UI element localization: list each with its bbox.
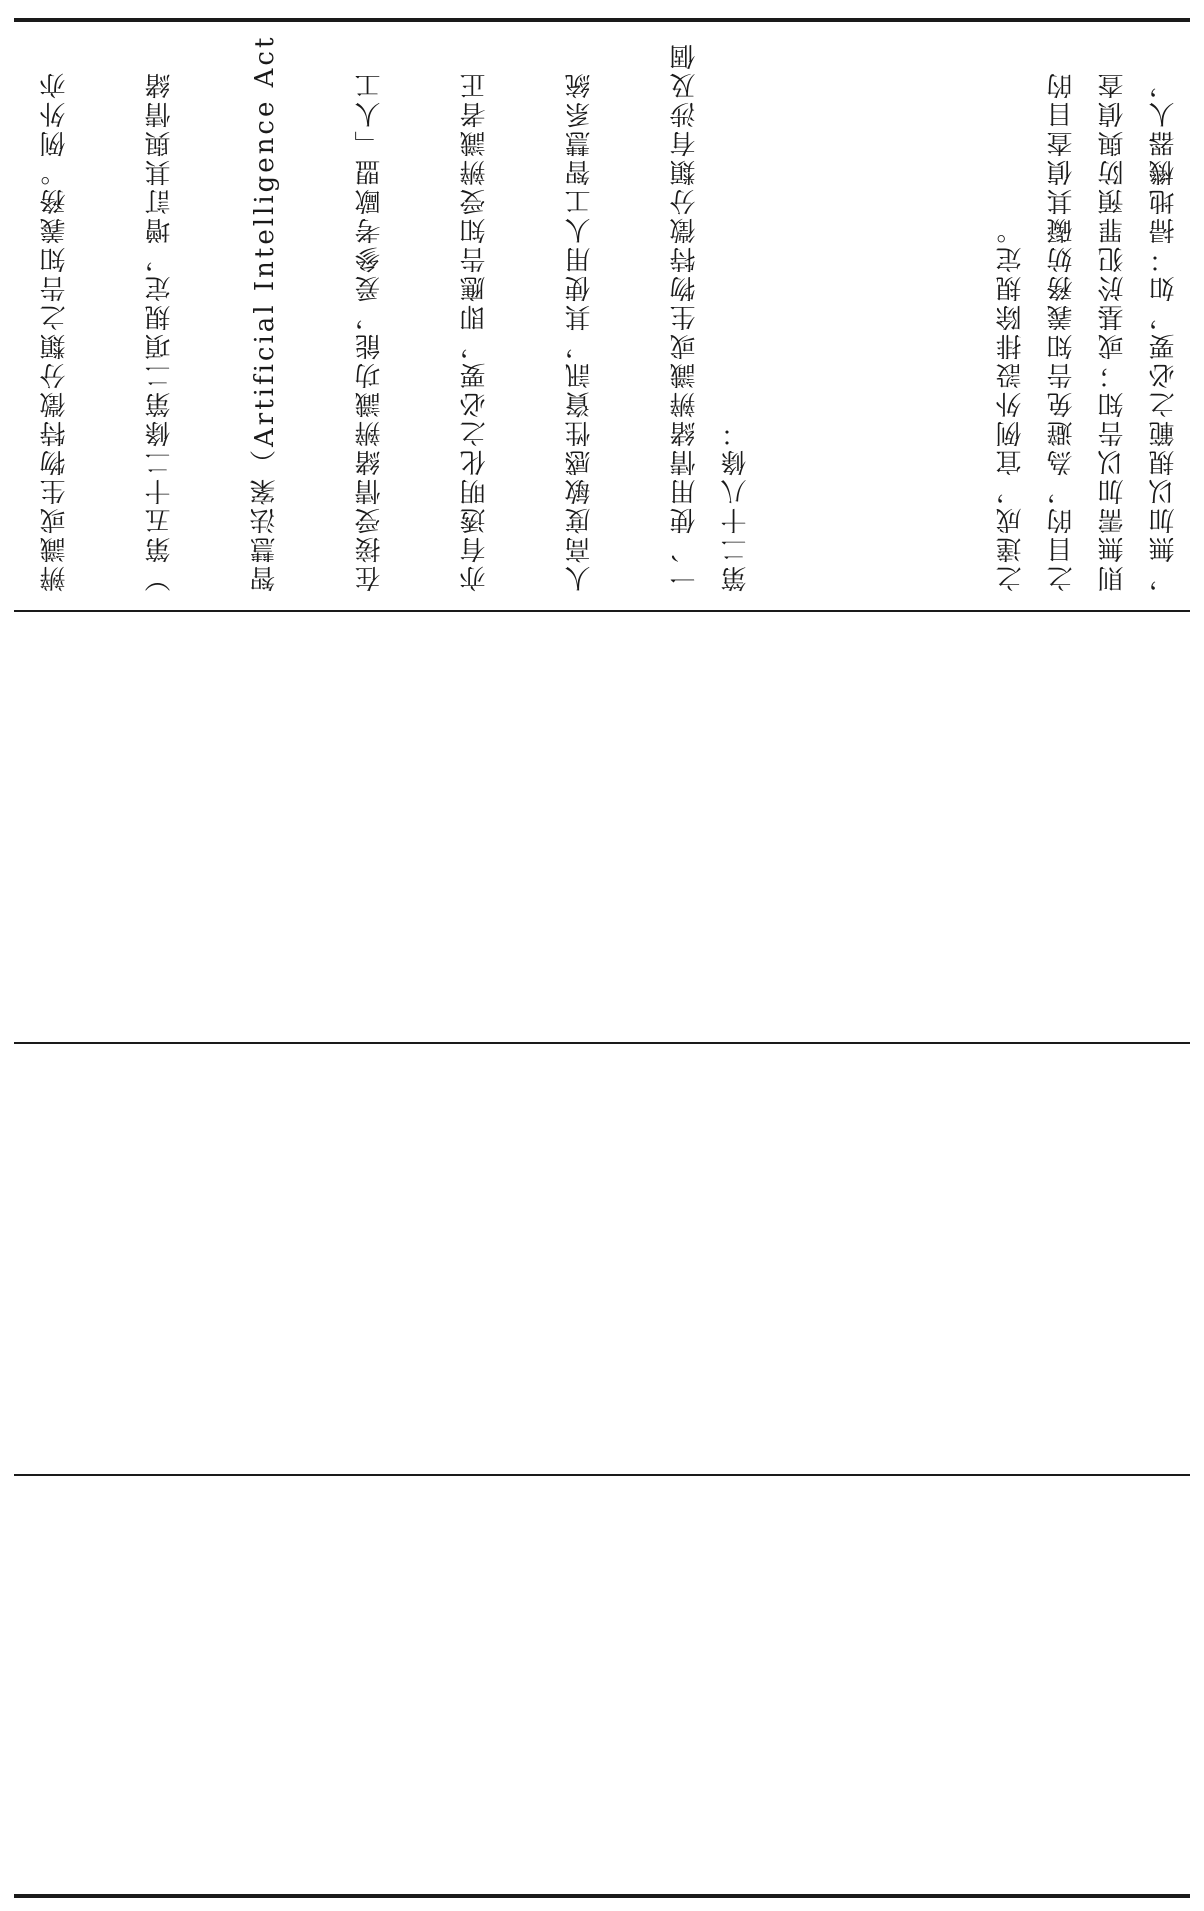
- empty-section: [14, 1476, 1190, 1894]
- text-column-line: 則無需加以告知；或基於犯罪預防與偵查: [1098, 70, 1128, 592]
- text-column-line: ）第五十二條第二項規定，增訂其與情緒: [145, 70, 175, 592]
- text-column-line: 之目的，為避免告知義務妨礙其偵查目的: [1047, 70, 1077, 592]
- vertical-text-block: [14, 22, 1190, 592]
- text-column-line: ，無加以規範之必要，如：掃地機器人，: [1149, 70, 1179, 592]
- text-column-line: 人高度敏感性資訊，其使用人工智慧系統: [565, 70, 595, 592]
- text-column-line: 在接受情緒辨識功能，爰參考歐盟「人工: [355, 70, 385, 592]
- empty-section: [14, 1044, 1190, 1474]
- article-heading: 第二十八條：: [721, 418, 751, 592]
- text-column-line: 之達成，宜例外設排除規定。: [996, 215, 1026, 592]
- bottom-rule: [14, 1894, 1190, 1898]
- text-column-line: 亦有透明化之必要，即應告知受辨識者正: [460, 70, 490, 592]
- empty-section: [14, 612, 1190, 1042]
- text-section: [14, 22, 1190, 608]
- text-column-line: 辨識或生物特徵分類之告知義務。例外亦: [40, 70, 70, 592]
- text-column-line: 一、使用情緒辨識或生物特徵分類有涉及個: [670, 41, 700, 592]
- text-column-line: [0, 22, 30, 592]
- text-column-line: 智慧法案（Artificial Intelligence Act: [250, 34, 280, 592]
